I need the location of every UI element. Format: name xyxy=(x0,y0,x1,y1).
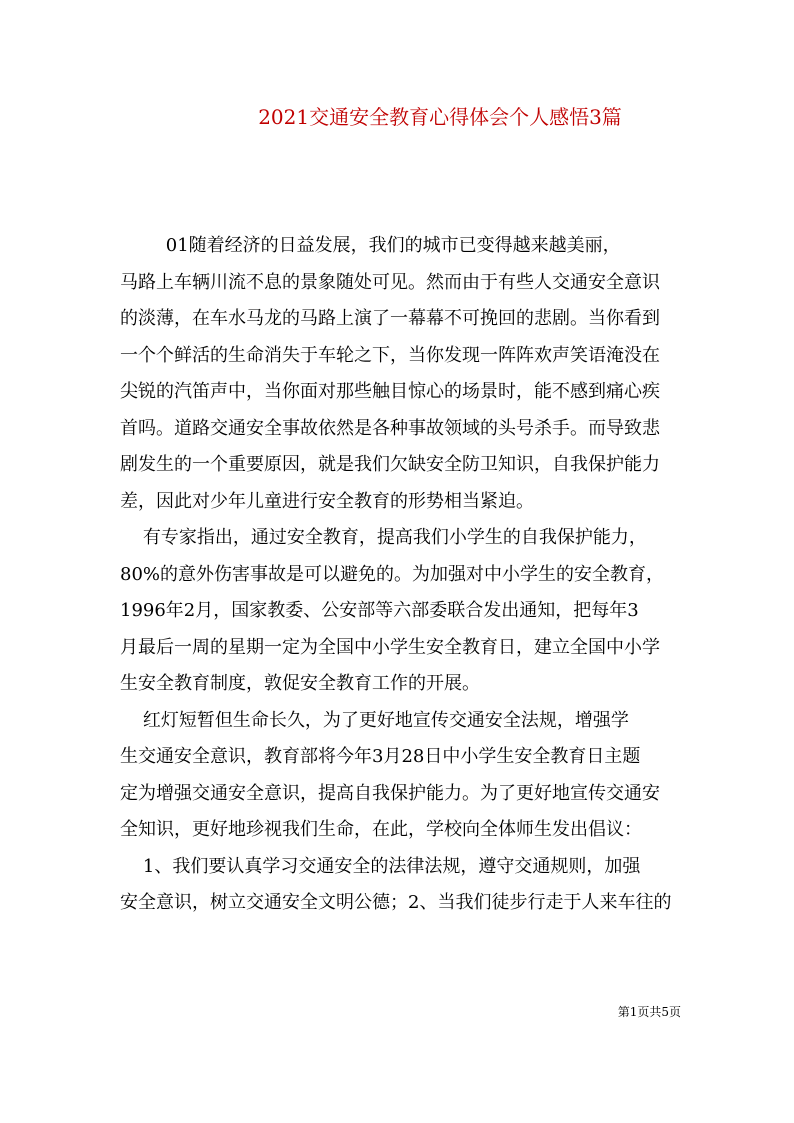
text-line: 有专家指出，通过安全教育，提高我们小学生的自我保护能力， xyxy=(120,527,647,548)
text-line: 尖锐的汽笛声中，当你面对那些触目惊心的场景时，能不感到痛心疾 xyxy=(120,381,660,402)
document-body xyxy=(120,228,680,922)
text-line: 定为增强交通安全意识，提高自我保护能力。为了更好地宣传交通安 xyxy=(120,782,660,804)
text-line: 马路上车辆川流不息的景象随处可见。然而由于有些人交通安全意识 xyxy=(120,271,660,293)
text-line: 生安全教育制度，敦促安全教育工作的开展。 xyxy=(120,673,480,694)
text-line: 差，因此对少年儿童进行安全教育的形势相当紧迫。 xyxy=(120,490,534,512)
page-number: 第1页共5页 xyxy=(617,1005,681,1019)
text-line: 生交通安全意识，教育部将今年3月28日中小学生安全教育日主题 xyxy=(120,746,641,767)
text-line: 1、我们要认真学习交通安全的法律法规，遵守交通规则，加强 xyxy=(120,855,641,877)
text-line: 月最后一周的星期一定为全国中小学生安全教育日，建立全国中小学 xyxy=(120,636,660,658)
text-line: 的淡薄，在车水马龙的马路上演了一幕幕不可挽回的悲剧。当你看到 xyxy=(120,308,660,329)
text-line: 01随着经济的日益发展，我们的城市已变得越来越美丽， xyxy=(120,235,621,256)
text-line: 一个个鲜活的生命消失于车轮之下，当你发现一阵阵欢声笑语淹没在 xyxy=(120,344,660,366)
text-line: 红灯短暂但生命长久，为了更好地宣传交通安全法规，增强学 xyxy=(120,709,629,731)
document-title: 2021交通安全教育心得体会个人感悟3篇 xyxy=(258,105,622,129)
text-line: 80%的意外伤害事故是可以避免的。为加强对中小学生的安全教育， xyxy=(120,563,665,585)
text-line: 首吗。道路交通安全事故依然是各种事故领域的头号杀手。而导致悲 xyxy=(120,417,660,439)
text-line: 1996年2月，国家教委、公安部等六部委联合发出通知，把每年3 xyxy=(120,600,639,621)
text-line: 剧发生的一个重要原因，就是我们欠缺安全防卫知识，自我保护能力 xyxy=(120,454,660,475)
text-line: 安全意识，树立交通安全文明公德；2、当我们徒步行走于人来车往的 xyxy=(120,892,672,913)
text-line: 全知识，更好地珍视我们生命，在此，学校向全体师生发出倡议： xyxy=(120,819,642,840)
